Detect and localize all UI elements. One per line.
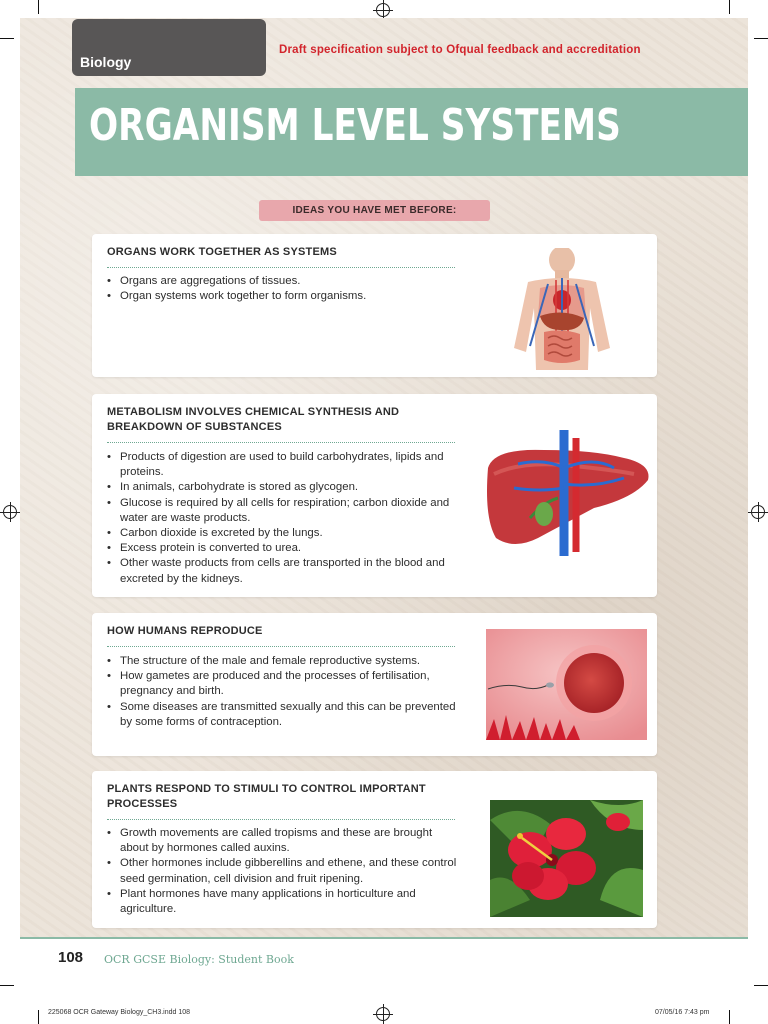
dotted-divider [107,819,455,820]
registration-mark-icon [751,505,765,519]
crop-mark [754,985,768,986]
book-title: OCR GCSE Biology: Student Book [104,953,294,966]
crop-mark [729,1010,730,1024]
crop-mark [0,38,14,39]
list-item: • Products of digestion are used to build carbohydrates, lipids and proteins. [107,450,457,480]
list-item: • The structure of the male and female reproductive systems. [107,654,457,669]
bullet-list [107,274,487,304]
card-heading: HOW HUMANS REPRODUCE [107,625,263,637]
list-item: • Other hormones include gibberellins and ethene, and these control seed germination, cell division and fruit ripening. [107,856,462,886]
print-slug-right: 07/05/16 7:43 pm [655,1009,710,1016]
crop-mark [729,0,730,14]
card-heading: ORGANS WORK TOGETHER AS SYSTEMS [107,246,337,258]
dotted-divider [107,267,455,268]
registration-mark-icon [3,505,17,519]
list-item: • Some diseases are transmitted sexually and this can be prevented by some forms of contraception. [107,700,457,730]
page-title: ORGANISM LEVEL SYSTEMS [89,100,621,151]
subject-tab [72,19,266,76]
crop-mark [0,985,14,986]
liver-illustration [484,428,652,556]
card-heading: PLANTS RESPOND TO STIMULI TO CONTROL IMPORTANT PROCESSES [107,783,426,810]
registration-mark-icon [376,3,390,17]
hibiscus-flower-photo [490,800,643,917]
egg-and-sperm-illustration [486,629,647,740]
crop-mark [38,0,39,14]
list-item: • Growth movements are called tropisms and these are brought about by hormones called auxins. [107,826,462,856]
footer-rule [20,937,748,939]
print-slug-left: 225068 OCR Gateway Biology_CH3.indd 108 [48,1009,191,1016]
title-band [75,88,748,176]
list-item: • Organs are aggregations of tissues. [107,274,487,289]
dotted-divider [107,442,455,443]
crop-mark [754,38,768,39]
list-item: • Glucose is required by all cells for respiration; carbon dioxide and water are waste products. [107,496,457,526]
info-card-reproduction [92,613,657,756]
bullet-list [107,654,457,730]
card-heading: METABOLISM INVOLVES CHEMICAL SYNTHESIS AND BREAKDOWN OF SUBSTANCES [107,406,400,433]
registration-mark-icon [376,1007,390,1021]
list-item: • Plant hormones have many applications in horticulture and agriculture. [107,887,462,917]
list-item: • How gametes are produced and the processes of fertilisation, pregnancy and birth. [107,669,457,699]
crop-mark [38,1010,39,1024]
info-card-organs [92,234,657,377]
list-item: • Excess protein is converted to urea. [107,541,457,556]
human-organ-systems-illustration [510,248,614,370]
list-item: • Organ systems work together to form organisms. [107,289,487,304]
list-item: • Carbon dioxide is excreted by the lungs. [107,526,457,541]
ideas-label: IDEAS YOU HAVE MET BEFORE: [259,200,490,221]
dotted-divider [107,646,455,647]
info-card-plants [92,771,657,928]
list-item: • In animals, carbohydrate is stored as glycogen. [107,480,457,495]
list-item: • Other waste products from cells are transported in the blood and excreted by the kidneys. [107,556,457,586]
bullet-list [107,450,457,587]
page-number: 108 [58,949,84,966]
draft-notice: Draft specification subject to Ofqual feedback and accreditation [279,44,641,56]
bullet-list [107,826,462,917]
info-card-metabolism [92,394,657,597]
subject-label: Biology [80,54,132,70]
